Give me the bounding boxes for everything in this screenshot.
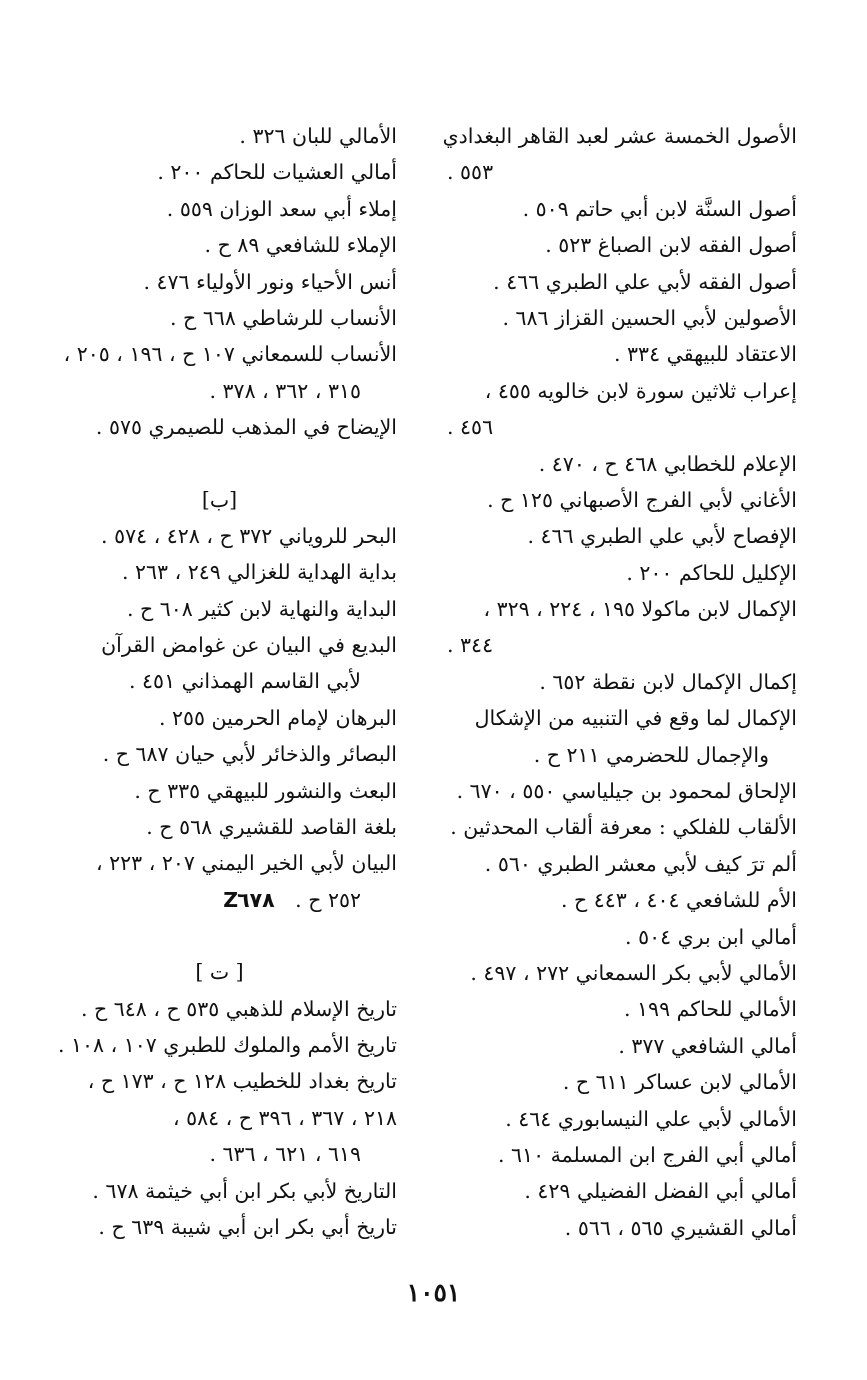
index-entry-continuation: ٤٥٦ . [447,415,494,440]
index-entry: تاريخ الأمم والملوك للطبري ١٠٧ ، ١٠٨ . [57,1032,397,1057]
index-entry: الأمالي لابن عساكر ٦١١ ح . [562,1070,797,1095]
index-entry: الإكمال لابن ماكولا ١٩٥ ، ٢٢٤ ، ٣٢٩ ، [483,597,797,622]
index-entry: الأمالي لأبي علي النيسابوري ٤٦٤ . [505,1106,797,1131]
index-entry: الإفصاح لأبي علي الطبري ٤٦٦ . [527,524,797,549]
index-entry: أصول السنَّة لابن أبي حاتم ٥٠٩ . [522,196,797,221]
index-entry: الأصولين لأبي الحسين القزاز ٦٨٦ . [502,305,797,330]
index-entry: الإلحاق لمحمود بن جيلياسي ٥٥٠ ، ٦٧٠ . [456,779,797,804]
index-entry: الإكليل للحاكم ٢٠٠ . [626,560,797,585]
index-entry: الأنساب للسمعاني ١٠٧ ح ، ١٩٦ ، ٢٠٥ ، [63,342,397,367]
index-entry: الاعتقاد للبيهقي ٣٣٤ . [614,342,797,367]
index-entry: تاريخ أبي بكر ابن أبي شيبة ٦٣٩ ح . [98,1214,397,1239]
index-entry: البصائر والذخائر لأبي حيان ٦٨٧ ح . [102,742,397,767]
index-entry: الإيضاح في المذهب للصيمري ٥٧٥ . [95,415,397,440]
index-entry: إملاء أبي سعد الوزان ٥٥٩ . [166,196,397,221]
index-entry: أمالي ابن بري ٥٠٤ . [625,924,797,949]
index-entry-continuation: ٣٤٤ . [447,633,494,658]
handwritten-annotation: Z٦٧٨ [223,887,275,912]
index-entry: الإعلام للخطابي ٤٦٨ ح ، ٤٧٠ . [538,451,797,476]
index-entry: تاريخ بغداد للخطيب ١٢٨ ح ، ١٧٣ ح ، [87,1069,397,1094]
index-entry: أمالي العشيات للحاكم ٢٠٠ . [157,160,397,185]
index-entry-continuation: ٣١٥ ، ٣٦٢ ، ٣٧٨ . [209,378,361,403]
index-entry: الأغاني لأبي الفرج الأصبهاني ١٢٥ ح . [487,487,797,512]
index-entry: ألم ترَ كيف لأبي معشر الطبري ٥٦٠ . [484,851,797,876]
index-entry-continuation: لأبي القاسم الهمذاني ٤٥١ . [129,669,361,694]
index-entry: أمالي أبي الفضل الفضيلي ٤٢٩ . [524,1179,797,1204]
index-entry: أصول الفقه لابن الصباغ ٥٢٣ . [545,233,797,258]
index-column-left [42,118,397,1245]
index-entry: أصول الفقه لأبي علي الطبري ٤٦٦ . [493,269,797,294]
index-entry: الأمالي للحاكم ١٩٩ . [624,997,797,1022]
index-entry: التاريخ لأبي بكر ابن أبي خيثمة ٦٧٨ . [92,1178,397,1203]
index-entry: بلغة القاصد للقشيري ٥٦٨ ح . [146,815,397,840]
index-entry: إكمال الإكمال لابن نقطة ٦٥٢ . [539,669,797,694]
index-entry: الأمالي لأبي بكر السمعاني ٢٧٢ ، ٤٩٧ . [470,960,797,985]
index-entry: البعث والنشور للبيهقي ٣٣٥ ح . [134,778,397,803]
index-entry-text: ٢٥٢ ح . [295,887,361,912]
index-entry: تاريخ الإسلام للذهبي ٥٣٥ ح ، ٦٤٨ ح . [80,996,397,1021]
index-entry: البحر للروياني ٣٧٢ ح ، ٤٢٨ ، ٥٧٤ . [101,523,397,548]
index-entry: البرهان لإمام الحرمين ٢٥٥ . [158,705,397,730]
index-entry: الأصول الخمسة عشر لعبد القاهر البغدادي [442,124,797,148]
section-heading-t: [ ت ] [195,960,244,985]
page-number: ١٠٥١ [406,1278,461,1307]
index-entry: البيان لأبي الخير اليمني ٢٠٧ ، ٢٢٣ ، [96,851,397,876]
index-entry: البداية والنهاية لابن كثير ٦٠٨ ح . [126,596,397,621]
index-entry: الإكمال لما وقع في التنبيه من الإشكال [474,706,797,731]
index-entry: الألقاب للفلكي : معرفة ألقاب المحدثين . [450,815,797,840]
index-entry: أمالي أبي الفرج ابن المسلمة ٦١٠ . [498,1142,797,1167]
index-entry: الأمالي للبان ٣٢٦ . [239,124,397,148]
section-heading-b: [ب] [201,487,238,512]
index-entry: إعراب ثلاثين سورة لابن خالويه ٤٥٥ ، [484,378,797,403]
index-entry: أنس الأحياء ونور الأولياء ٤٧٦ . [143,269,397,294]
index-entry-continuation: ٢١٨ ، ٣٦٧ ، ٣٩٦ ح ، ٥٨٤ ، [172,1105,397,1130]
index-entry-continuation [42,882,397,918]
index-entry: الأنساب للرشاطي ٦٦٨ ح . [170,305,397,330]
index-entry-continuation: والإجمال للحضرمي ٢١١ ح . [533,742,769,767]
index-entry: بداية الهداية للغزالي ٢٤٩ ، ٢٦٣ . [121,560,397,585]
index-entry-continuation: ٦١٩ ، ٦٢١ ، ٦٣٦ . [209,1142,361,1167]
index-entry: أمالي الشافعي ٣٧٧ . [618,1033,797,1058]
index-entry-continuation: ٥٥٣ . [447,160,494,185]
index-entry: البديع في البيان عن غوامض القرآن [101,633,397,658]
index-entry: الإملاء للشافعي ٨٩ ح . [204,233,397,258]
index-column-right [442,118,797,1246]
index-entry: الأم للشافعي ٤٠٤ ، ٤٤٣ ح . [560,888,797,913]
index-entry: أمالي القشيري ٥٦٥ ، ٥٦٦ . [564,1215,797,1240]
